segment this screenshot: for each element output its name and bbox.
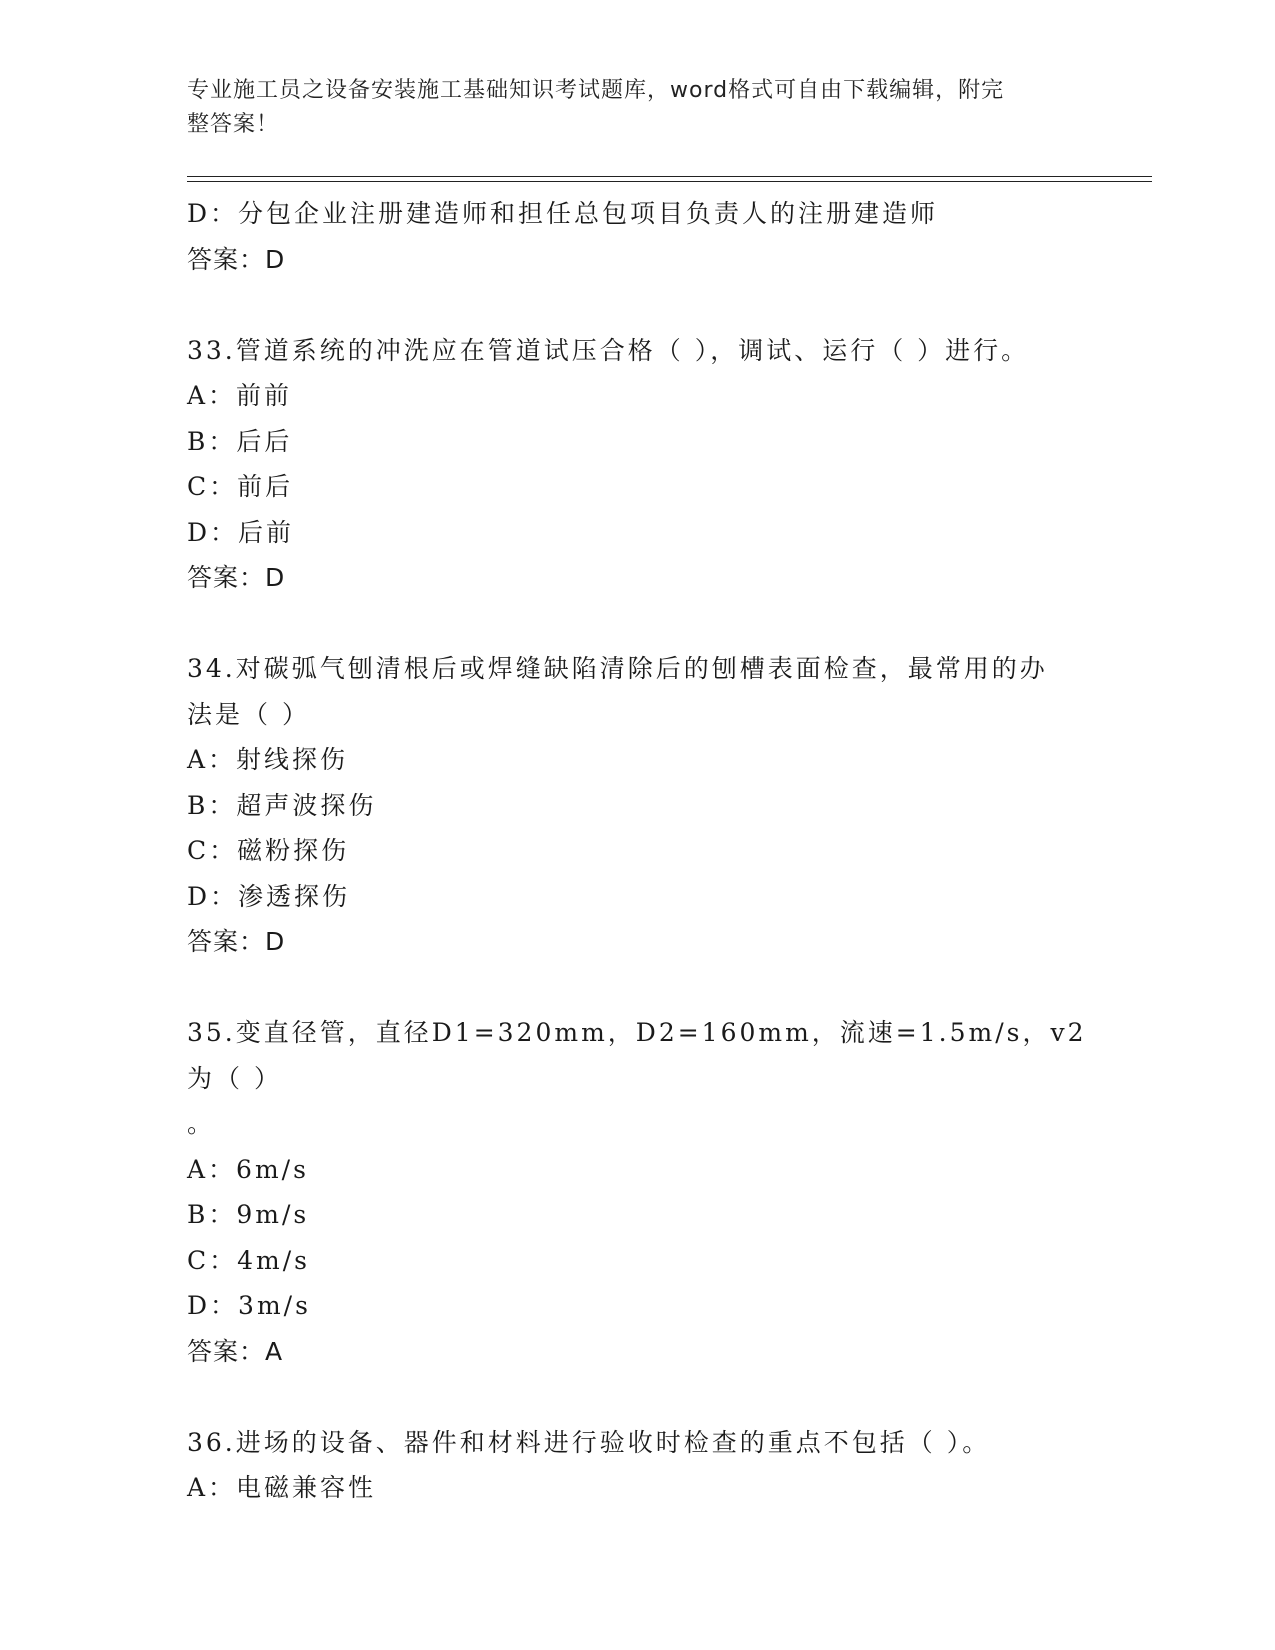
- prev-option-d: D：分包企业注册建造师和担任总包项目负责人的注册建造师: [187, 199, 939, 228]
- question-33: [187, 328, 1087, 601]
- q34-option-b: B：超声波探伤: [187, 790, 377, 820]
- q33-answer: 答案：D: [187, 563, 286, 592]
- q36-option-a: A：电磁兼容性: [187, 1473, 377, 1502]
- q33-option-c: C：前后: [187, 472, 294, 501]
- q34-answer: 答案：D: [187, 927, 286, 956]
- q33-stem: 33.管道系统的冲洗应在管道试压合格（ ），调试、运行（ ）进行。: [187, 335, 1030, 365]
- q35-stem-line-1: 35.变直径管，直径D1=320mm，D2=160mm，流速=1.5m/s，v2为（ ）: [187, 1018, 1087, 1093]
- q35-stem-line-2: 。: [187, 1109, 216, 1138]
- q35-option-a: A：6m/s: [187, 1154, 309, 1184]
- q34-option-c: C：磁粉探伤: [187, 836, 350, 865]
- q35-option-d: D：3m/s: [187, 1291, 311, 1320]
- question-35: [187, 1010, 1087, 1374]
- q34-option-d: D：渗透探伤: [187, 881, 351, 911]
- q33-option-d: D：后前: [187, 517, 295, 547]
- document-header: [187, 74, 1067, 142]
- q35-answer: 答案：A: [187, 1336, 284, 1366]
- q36-stem: 36.进场的设备、器件和材料进行验收时检查的重点不包括（ ）。: [187, 1427, 991, 1457]
- header-rule-bottom: [187, 181, 1152, 182]
- q34-stem-line-2: 法是（ ）: [187, 699, 310, 729]
- q34-option-a: A：射线探伤: [187, 745, 349, 774]
- q34-stem-line-1: 34.对碳弧气刨清根后或焊缝缺陷清除后的刨槽表面检查，最常用的办: [187, 654, 1048, 683]
- header-rule-top: [187, 176, 1152, 177]
- question-36: [187, 1420, 1087, 1511]
- q33-option-b: B：后后: [187, 426, 293, 456]
- question-list: [187, 191, 1087, 1511]
- header-line-1: 专业施工员之设备安装施工基础知识考试题库，word格式可自由下载编辑，附完: [187, 78, 1005, 103]
- header-line-2: 整答案！: [187, 112, 280, 137]
- q35-option-c: C：4m/s: [187, 1245, 310, 1275]
- q35-option-b: B：9m/s: [187, 1200, 310, 1229]
- question-34: [187, 646, 1087, 965]
- q33-option-a: A：前前: [187, 381, 293, 410]
- prev-answer: 答案：D: [187, 244, 286, 274]
